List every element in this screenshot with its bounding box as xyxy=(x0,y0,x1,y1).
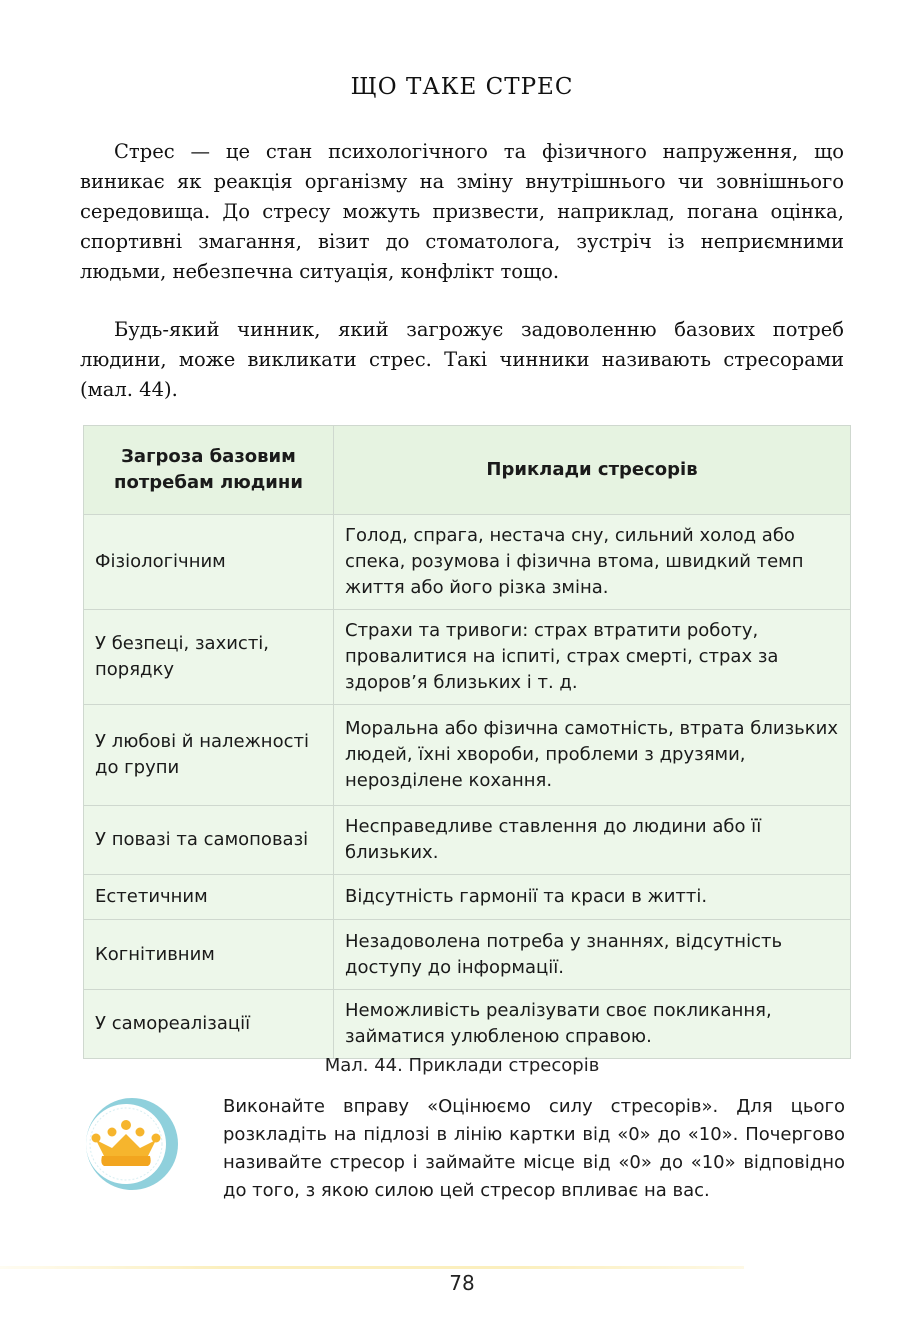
table-cell-examples: Несправедливе ставлення до людини або її близьких. xyxy=(334,806,851,875)
intro-paragraph: Стрес — це стан психологічного та фізичного напруження, що виникає як реакція організму на зміну внутрішнього чи зовнішнього середовища. До стресу можуть призвести, наприклад, погана оцінка, спортивні змагання, візит до стоматолога, зустріч із неприємними людьми, небезпечна ситуація, конфлікт тощо. xyxy=(80,140,844,283)
table-cell-examples: Незадоволена потреба у знаннях, відсутність доступу до інформації. xyxy=(334,920,851,990)
footer-divider xyxy=(0,1266,744,1269)
table-cell-examples: Страхи та тривоги: страх втратити роботу, провалитися на іспиті, страх смерті, страх за здоров’я близьких і т. д. xyxy=(334,610,851,705)
table-row xyxy=(84,875,851,920)
table-cell-need: Естетичним xyxy=(84,875,334,920)
crown-people-icon xyxy=(82,1094,182,1194)
table-row xyxy=(84,990,851,1059)
table-header-examples: Приклади стресорів xyxy=(334,426,851,515)
table-row xyxy=(84,610,851,705)
table-cell-need: Когнітивним xyxy=(84,920,334,990)
table-row xyxy=(84,920,851,990)
table-row xyxy=(84,806,851,875)
table-cell-need: У любові й належності до групи xyxy=(84,705,334,806)
table-cell-need: Фізіологічним xyxy=(84,515,334,610)
table-cell-examples: Неможливість реалізувати своє покликання, займатися улюбленою справою. xyxy=(334,990,851,1059)
table-row xyxy=(84,515,851,610)
figure-caption: Мал. 44. Приклади стресорів xyxy=(324,1055,600,1076)
stressors-paragraph: Будь-який чинник, який загрожує задоволенню базових потреб людини, може викликати стрес. Такі чинники називають стресорами (мал. 44). xyxy=(80,318,844,401)
table-header-row xyxy=(84,426,851,515)
table-cell-examples: Моральна або фізична самотність, втрата близьких людей, їхні хвороби, проблеми з друзями, нерозділене кохання. xyxy=(334,705,851,806)
table-cell-need: У самореалізації xyxy=(84,990,334,1059)
table-row xyxy=(84,705,851,806)
table-cell-need: У безпеці, захисті, порядку xyxy=(84,610,334,705)
table-header-threat: Загроза базовим потребам людини xyxy=(84,426,334,515)
table-cell-need: У повазі та самоповазі xyxy=(84,806,334,875)
exercise-text: Виконайте вправу «Оцінюємо силу стресорів». Для цього розкладіть на підлозі в лінію картки від «0» до «10». Почергово називайте стресор і займайте місце від «0» до «10» відповідно до того, з якою силою цей стресор впливає на вас. xyxy=(223,1096,845,1201)
page-title: ЩО ТАКЕ СТРЕС xyxy=(350,74,574,100)
stressors-table xyxy=(83,425,851,1059)
table-cell-examples: Голод, спрага, нестача сну, сильний холод або спека, розумова і фізична втома, швидкий темп життя або його різка зміна. xyxy=(334,515,851,610)
table-cell-examples: Відсутність гармонії та краси в житті. xyxy=(334,875,851,920)
page-number: 78 xyxy=(449,1271,475,1295)
